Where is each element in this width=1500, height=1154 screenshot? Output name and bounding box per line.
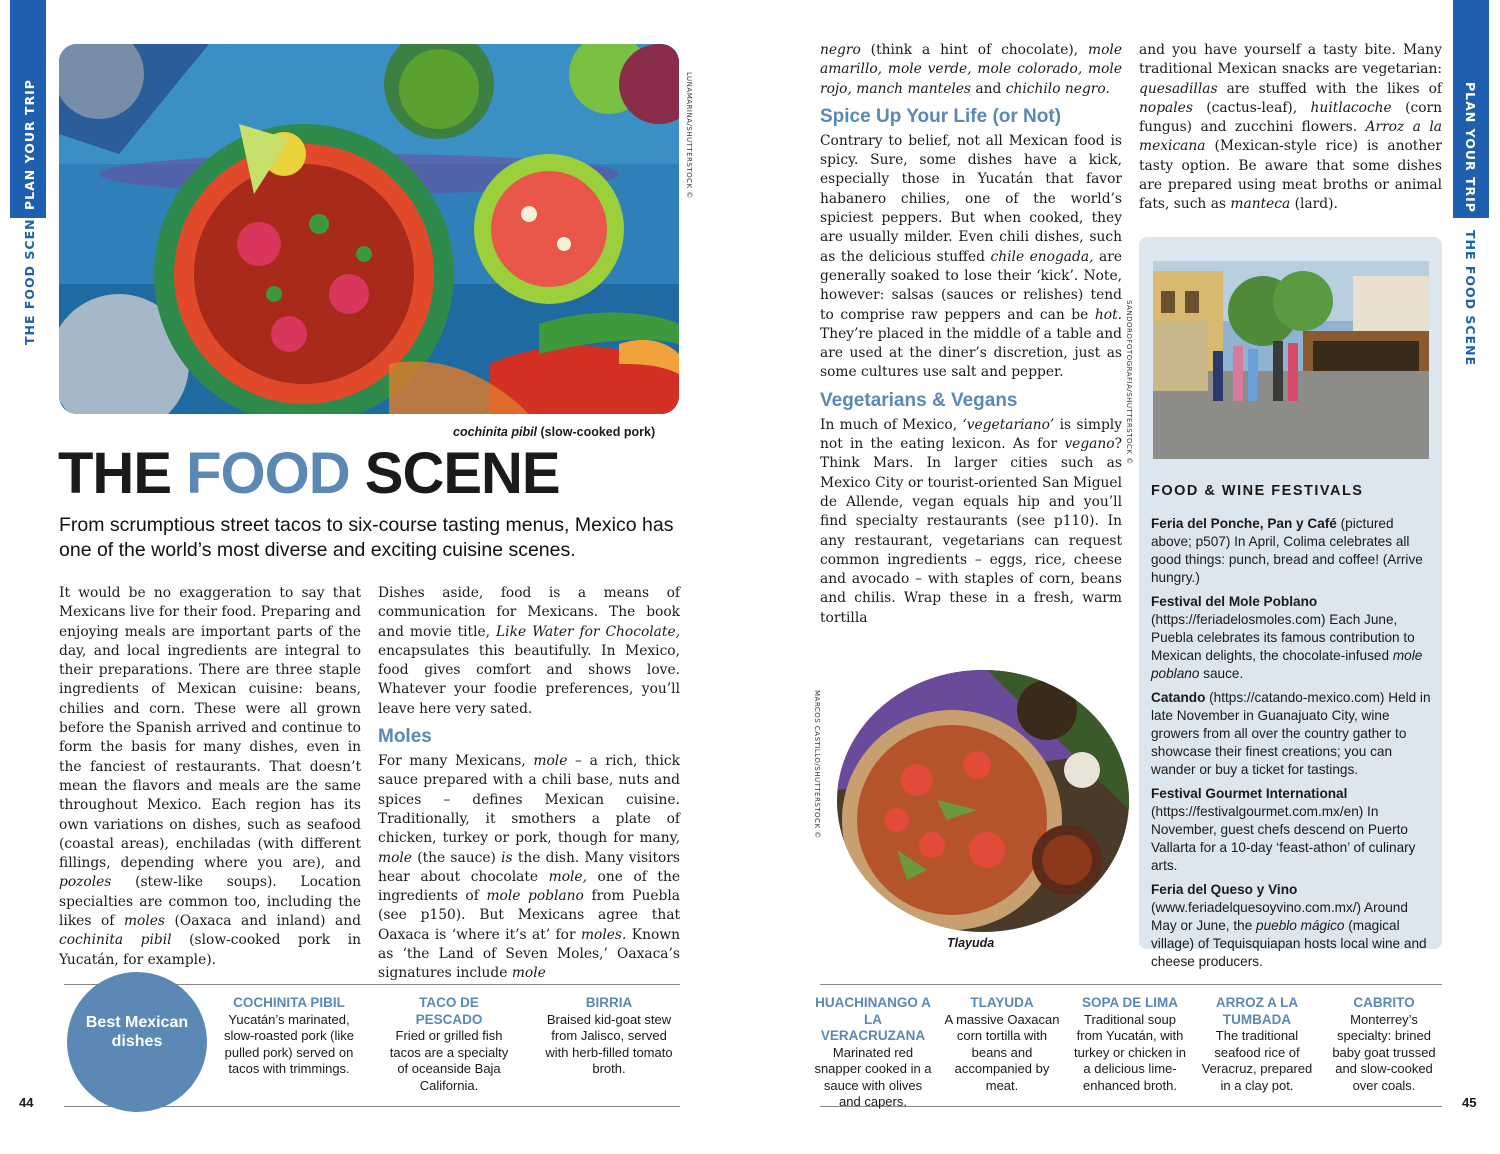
section-heading-moles: Moles [378,726,432,748]
title-part-food: FOOD [186,441,350,506]
tlayuda-caption: Tlayuda [947,936,995,950]
dish-item: SOPA DE LIMA Traditional soup from Yucatán, with turkey or chicken in a delicious lime-enhanced broth. [1074,995,1186,1093]
title-part-3: SCENE [349,441,560,506]
section-heading-vegetarians: Vegetarians & Vegans [820,389,1018,411]
paragraph: For many Mexicans, mole – a rich, thick sauce prepared with a chili base, nuts and spices – defines Mexican cuisine. Traditionally, it smothers a plate of chicken, turkey or pork, though for many, mole (the sauce) is the dish. Many visitors hear about chocolate mole, one of the ingredients of mole poblano from Puebla (see p150). But Mexicans agree that Oaxaca is ‘where it’s at’ for moles. Known as ‘the Land of Seven Moles,’ Oaxaca’s signatures include mole [378,753,681,982]
paragraph: Contrary to belief, not all Mexican food is spicy. Sure, some dishes have a kick, especially those in Yucatán that favor habanero chilies, one of the world’s spiciest peppers. But when cooked, they are usually milder. Even chili dishes, such as the delicious stuffed chile enogada, are generally soaked to lose their ‘kick’. Note, however: salsas (sauces or relishes) tend to comprise raw peppers and can be hot. They’re placed in the middle of a table and are used at the diner’s discretion, just as some cultures use salt and pepper. [820,132,1122,381]
main-photo-caption [453,425,655,439]
text-column-3 [820,41,1122,628]
dish-item: ARROZ A LA TUMBADA The traditional seafood rice of Veracruz, prepared in a clay pot. [1201,995,1313,1093]
dish-item: TLAYUDA A massive Oaxacan corn tortilla with beans and accompanied by meat. [944,995,1060,1093]
festival-photo [1153,261,1429,459]
main-food-photo [59,44,679,414]
photo-credit-main: LUNAMARINA/SHUTTERSTOCK © [685,72,693,199]
divider [820,984,1442,985]
section-tab-label-left: PLAN YOUR TRIP [22,79,37,210]
text-column-2 [378,584,680,984]
list-item: Feria del Ponche, Pan y Café (pictured above; p507) In April, Colima celebrates all good things: punch, bread and coffee! (Arrive hungry.) [1151,516,1423,585]
photo-credit-tlayuda: MARCOS CASTILLO/SHUTTERSTOCK © [813,690,821,839]
paragraph: In much of Mexico, ‘vegetariano’ is simply not in the eating lexicon. As for vegano? Think Mars. In larger cities such as Mexico City or tourist-oriented San Miguel de Allende, vegan equals hip and you’ll find specialty restaurants (see p110). In any restaurant, vegetarians can request common ingredients – eggs, rice, cheese and avocado – with staples of corn, beans and chilis. Wrap these in a fresh, warm tortilla [820,416,1122,626]
dish-item: CABRITO Monterrey’s specialty: brined baby goat trussed and slow-cooked over coals. [1332,995,1436,1093]
list-item: Feria del Queso y Vino (www.feriadelquesoyvino.com.mx/) Around May or June, the pueblo mágico (magical village) of Tequisquiapan hosts local wine and cheese producers. [1151,882,1427,969]
section-heading-spice: Spice Up Your Life (or Not) [820,105,1062,127]
tlayuda-photo [837,670,1129,932]
list-item: Festival del Mole Poblano (https://feriadelosmoles.com) Each June, Puebla celebrates its famous contribution to Mexican delights, the chocolate-infused mole poblano sauce. [1151,594,1423,681]
dish-item: HUACHINANGO A LA VERACRUZANA Marinated red snapper cooked in a sauce with olives and capers. [814,995,932,1109]
festival-sidebar [1139,237,1442,969]
list-item: Festival Gourmet International (https://festivalgourmet.com.mx/en) In November, guest chefs descend on Puerto Vallarta for a 10-day ‘feast-athon’ of culinary arts. [1151,786,1416,873]
title-part-1: THE [58,441,187,506]
page-title [58,441,560,506]
intro-text: From scrumptious street tacos to six-course tasting menus, Mexico has one of the world’s most diverse and exciting cuisine scenes. [59,514,674,561]
dish-item: BIRRIA Braised kid-goat stew from Jalisco, served with herb-filled tomato broth. [545,995,673,1076]
dish-item: COCHINITA PIBIL Yucatán’s marinated, slow-roasted pork (like pulled pork) served on tacos with trimmings. [223,995,355,1076]
chapter-label-left: THE FOOD SCENE [22,208,37,345]
photo-credit-festival: SANDOROFOTOGRAFIA/SHUTTERSTOCK © [1125,300,1133,465]
list-item: Catando (https://catando-mexico.com) Held in late November in Guanajuato City, wine growers from all over the country gather to showcase their finest creations; you can wander or buy a ticket for tastings. [1151,690,1431,777]
dish-item: TACO DE PESCADO Fried or grilled fish tacos are a specialty of oceanside Baja California. [389,995,509,1093]
page-number-right: 45 [1462,1095,1477,1110]
chapter-label-right: THE FOOD SCENE [1463,230,1478,367]
festival-heading: FOOD & WINE FESTIVALS [1151,483,1364,499]
section-tab-label-right: PLAN YOUR TRIP [1463,82,1478,213]
caption-dish-name: cochinita pibil [453,425,538,439]
text-column-4 [1139,41,1442,215]
best-dishes-badge: Best Mexican dishes [67,972,207,1112]
paragraph: Dishes aside, food is a means of communication for Mexicans. The book and movie title, Like Water for Chocolate, encapsulates this beautifully. In Mexico, food gives comfort and shows love. Whatever your foodie preferences, you’ll leave here very sated. [378,585,680,717]
paragraph: negro (think a hint of chocolate), mole amarillo, mole verde, mole colorado, mole rojo, manch manteles and chichilo negro. [820,42,1122,97]
festival-list [1151,515,1433,977]
paragraph: and you have yourself a tasty bite. Many traditional Mexican snacks are vegetarian: quesadillas are stuffed with the likes of nopales (cactus-leaf), huitlacoche (corn fungus) and zucchini flowers. Arroz a la mexicana (Mexican-style rice) is another tasty option. Be aware that some dishes are prepared using meat broths or animal fats, such as manteca (lard). [1139,42,1442,213]
caption-description: (slow-cooked pork) [537,425,656,439]
paragraph: It would be no exaggeration to say that Mexicans live for their food. Preparing and enjoying meals are important parts of the day, and local ingredients are integral to their preparations. There are three staple ingredients of Mexican cuisine: beans, chilies and corn. These were all grown before the Spanish arrived and continue to form the basis for many dishes, even in the fanciest of restaurants. That doesn’t mean the flavors and meals are the same throughout Mexico. Each region has its own variations on dishes, such as seafood (coastal areas), enchiladas (with different fillings, depending where you are), and pozoles (stew-like soups). Location specialties are common too, including the likes of moles (Oaxaca and inland) and cochinita pibil (slow-cooked pork in Yucatán, for example). [59,585,361,968]
page-number-left: 44 [19,1095,34,1110]
text-column-1 [59,584,361,970]
